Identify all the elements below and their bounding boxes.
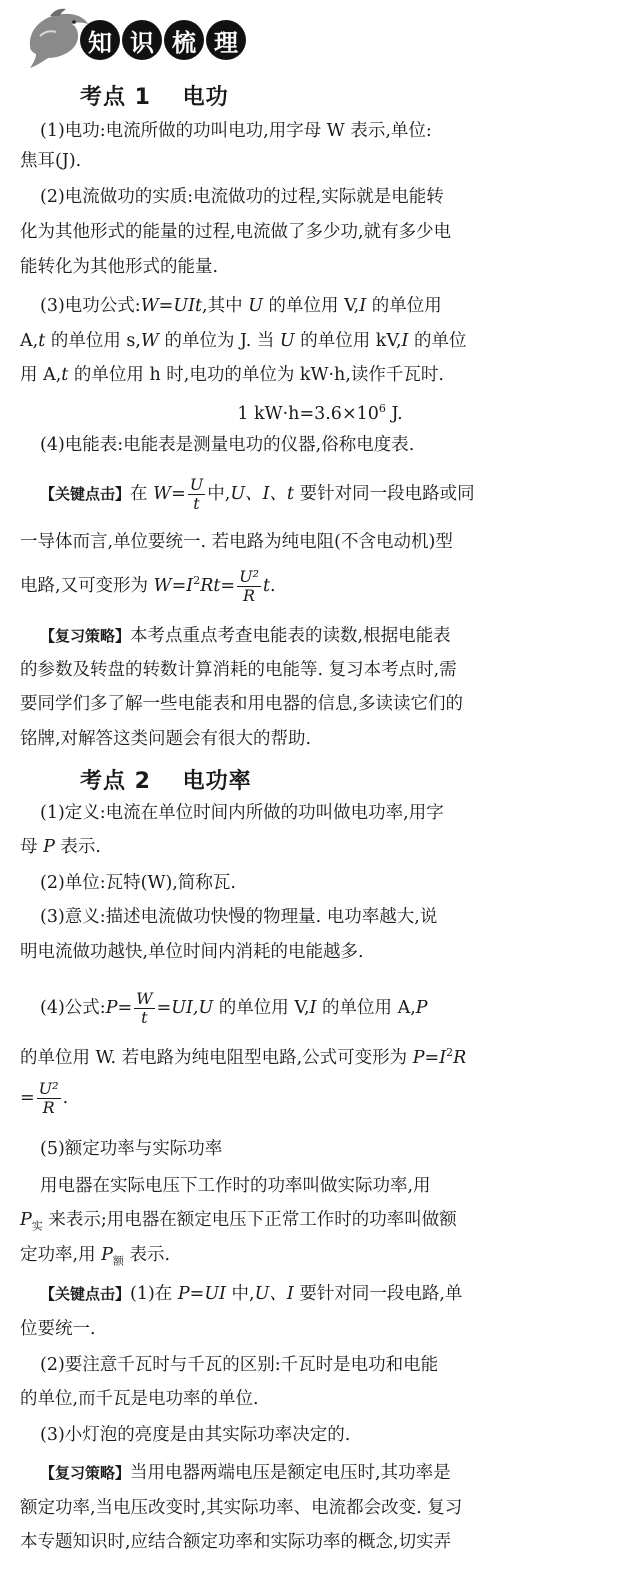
banner-char: 知 <box>80 20 120 60</box>
s2-p3-line2: 明电流做功越快,单位时间内消耗的电能越多. <box>20 942 364 962</box>
s1-p2-line1: (2)电流做功的实质:电流做功的过程,实际就是电能转 <box>40 187 444 207</box>
s1-key-line3: 电路,又可变形为 $W=I^2Rt=$ $\frac{\text{U²}}{R}$ t. <box>20 567 276 605</box>
fraction: $\frac{\text{U²}}{R}$ <box>239 567 259 605</box>
s1-p2-line3: 能转化为其他形式的能量. <box>20 257 219 277</box>
s1-review-line2: 的参数及转盘的转数计算消耗的电能等. 复习本考点时,需 <box>20 660 457 680</box>
s2-key-line3: (2)要注意千瓦时与千瓦的区别:千瓦时是电功和电能 <box>40 1355 439 1375</box>
s2-p4-line1: (4)公式:P= $\frac{W}{t}$ =UI,U 的单位用 V,I 的单位用 A,P <box>40 989 428 1027</box>
s2-p1-line2: 母 P 表示. <box>20 837 101 857</box>
s2-key-line1: 【关键点击】(1)在 P=UI 中,U、I 要针对同一段电路,单 <box>40 1284 463 1304</box>
banner-char: 理 <box>206 20 246 60</box>
s2-p4-line3: = $\frac{\text{U²}}{R}$ . <box>20 1079 69 1117</box>
s1-p4: (4)电能表:电能表是测量电功的仪器,俗称电度表. <box>40 435 415 455</box>
s1-key-line1: 【关键点击】在 W= $\frac{U}{t}$ 中,U、I、t 要针对同一段电路或同 <box>40 475 475 513</box>
section-1-heading: 考点 1 电功 <box>80 85 229 110</box>
s2-review-line1: 【复习策略】当用电器两端电压是额定电压时,其功率是 <box>40 1463 451 1483</box>
s2-review-line3: 本专题知识时,应结合额定功率和实际功率的概念,切实弄 <box>20 1532 452 1552</box>
s1-key-line2: 一导体而言,单位要统一. 若电路为纯电阻(不含电动机)型 <box>20 532 453 552</box>
s1-review-line1: 【复习策略】本考点重点考查电能表的读数,根据电能表 <box>40 626 451 646</box>
s2-p1-line1: (1)定义:电流在单位时间内所做的功叫做电功率,用字 <box>40 803 444 823</box>
s1-review-line4: 铭牌,对解答这类问题会有很大的帮助. <box>20 729 312 749</box>
key-point-tag: 【关键点击】 <box>40 485 131 503</box>
section-2-heading: 考点 2 电功率 <box>80 769 252 794</box>
s2-key-line2: 位要统一. <box>20 1319 96 1339</box>
banner-title <box>80 20 246 60</box>
review-strategy-tag: 【复习策略】 <box>40 1464 131 1482</box>
banner-char: 识 <box>122 20 162 60</box>
fraction: $\frac{U}{t}$ <box>189 475 204 513</box>
s2-p2: (2)单位:瓦特(W),简称瓦. <box>40 873 236 893</box>
s1-p1-line2: 焦耳(J). <box>20 151 82 171</box>
s1-p3-line1: (3)电功公式:W=UIt,其中 U 的单位用 V,I 的单位用 <box>40 296 442 316</box>
key-point-tag: 【关键点击】 <box>40 1285 131 1303</box>
s2-p6-line1: 用电器在实际电压下工作时的功率叫做实际功率,用 <box>40 1176 431 1196</box>
s2-key-line4: 的单位,而千瓦是电功率的单位. <box>20 1389 259 1409</box>
s2-p3-line1: (3)意义:描述电流做功快慢的物理量. 电功率越大,说 <box>40 907 438 927</box>
fraction: $\frac{W}{t}$ <box>136 989 153 1027</box>
banner-char: 梳 <box>164 20 204 60</box>
s1-p1-line1: (1)电功:电流所做的功叫电功,用字母 W 表示,单位: <box>40 121 432 141</box>
review-strategy-tag: 【复习策略】 <box>40 627 131 645</box>
s2-p6-line2: $P_实$ 来表示;用电器在额定电压下正常工作时的功率叫做额 <box>20 1210 457 1233</box>
section-banner <box>20 6 260 66</box>
s1-p3-formula: 1 $kW\cdot h=3.6\times 10^6$ J. <box>237 402 403 424</box>
s1-review-line3: 要同学们多了解一些电能表和用电器的信息,多读读它们的 <box>20 694 464 714</box>
s2-p5: (5)额定功率与实际功率 <box>40 1139 223 1159</box>
fraction: $\frac{\text{U²}}{R}$ <box>38 1079 59 1117</box>
s1-p3-line2: A,t 的单位用 s,W 的单位为 J. 当 U 的单位用 kV,I 的单位 <box>20 331 467 351</box>
s2-review-line2: 额定功率,当电压改变时,其实际功率、电流都会改变. 复习 <box>20 1498 463 1518</box>
s1-p2-line2: 化为其他形式的能量的过程,电流做了多少功,就有多少电 <box>20 222 452 242</box>
s2-p4-line2: 的单位用 W. 若电路为纯电阻型电路,公式可变形为 $P=I^2R$ <box>20 1046 467 1068</box>
s2-key-line5: (3)小灯泡的亮度是由其实际功率决定的. <box>40 1425 351 1445</box>
s1-p3-line3: 用 A,t 的单位用 h 时,电功的单位为 kW·h,读作千瓦时. <box>20 365 444 385</box>
s2-p6-line3: 定功率,用 $P_额$ 表示. <box>20 1245 171 1268</box>
